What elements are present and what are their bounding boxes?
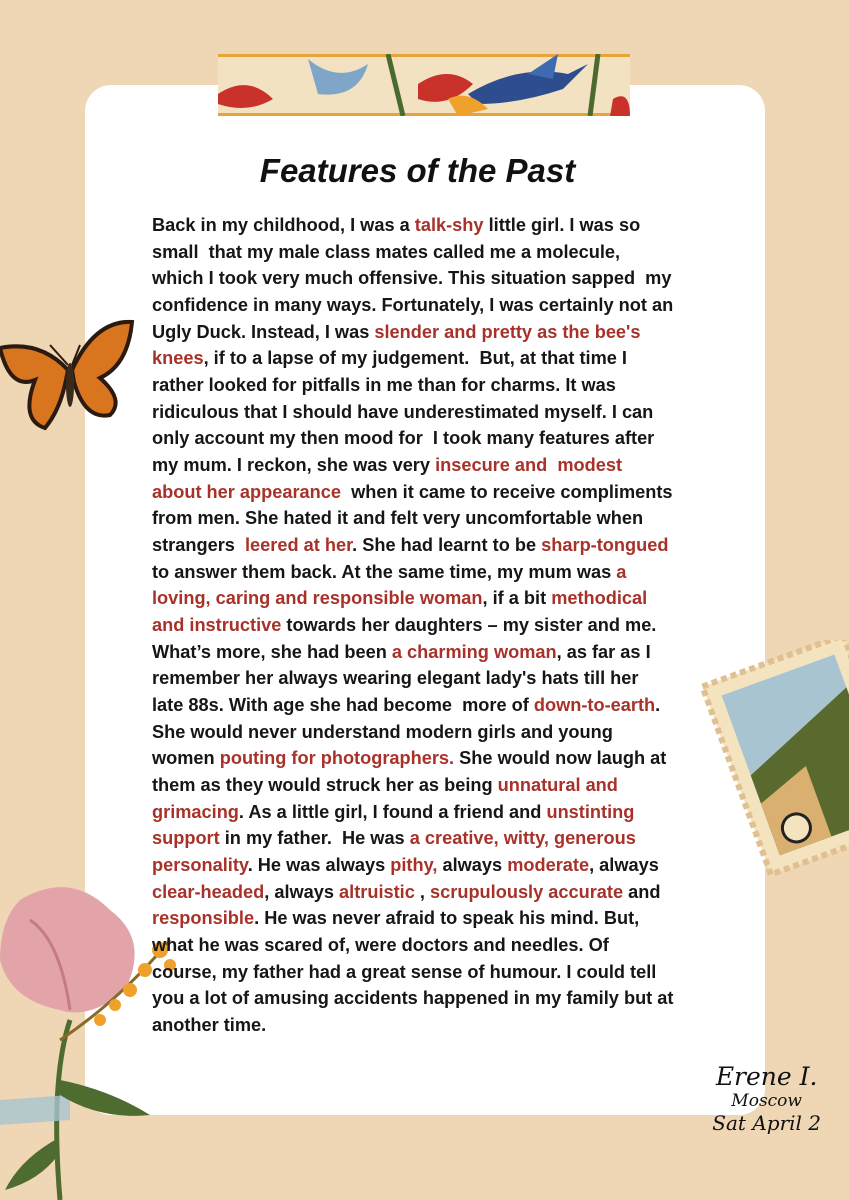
highlighted-phrase: down-to-earth [533,695,656,716]
text-line [152,212,752,239]
text-segment: late 88s. With age she had become more of [152,695,534,716]
text-line [152,559,752,586]
text-line [152,1012,752,1039]
text-segment: strangers [152,535,245,556]
highlighted-phrase: knees [152,348,204,369]
highlighted-phrase: a creative, witty, generous [409,828,636,849]
text-segment: , if to a lapse of my judgement. But, at that time I [203,348,627,369]
text-segment: from men. She hated it and felt very uncomfortable when [152,508,644,529]
text-segment: another time. [152,1015,267,1036]
text-line [152,772,752,799]
highlighted-phrase: talk-shy [414,215,484,235]
highlighted-phrase: unnatural and [497,775,618,796]
text-segment: them as they would struck her as being [152,775,498,796]
text-line [152,399,752,426]
text-segment: little girl. I was so [483,215,641,235]
text-line [152,799,752,826]
highlighted-phrase: support [152,828,220,849]
text-segment: towards her daughters – my sister and me. [281,615,657,636]
highlighted-phrase: unstinting [546,801,635,822]
text-segment: small that my male class mates called me a molecule, [152,241,621,262]
highlighted-phrase: methodical [551,588,648,609]
text-line [152,879,752,906]
text-segment: , always [589,855,659,876]
text-line [152,985,752,1012]
text-line [152,852,752,879]
highlighted-phrase: clear-headed [152,881,265,902]
highlighted-phrase: slender and pretty as the bee's [374,321,641,342]
text-segment: remember her always wearing elegant lady's hats till her [152,668,639,689]
highlighted-phrase: pouting for photographers. [219,748,455,769]
text-segment: confidence in many ways. Fortunately, I was certainly not an [152,295,674,316]
floral-tape-banner [218,54,630,116]
text-segment: in my father. He was [219,828,410,849]
text-line [152,959,752,986]
highlighted-phrase: and instructive [152,615,282,636]
text-segment: which I took very much offensive. This situation sapped my [152,268,672,289]
text-line [152,319,752,346]
highlighted-phrase: a charming woman [391,641,557,662]
text-segment: . As a little girl, I found a friend and [238,801,547,822]
highlighted-phrase: altruistic [339,881,415,902]
highlighted-phrase: personality [152,855,248,876]
text-segment: . [655,695,661,716]
text-segment: when it came to receive compliments [341,481,673,502]
text-segment: , [414,881,431,902]
text-line [152,905,752,932]
text-line [152,265,752,292]
signature-city: Moscow [731,1091,802,1111]
highlighted-phrase: scrupulously accurate [430,881,624,902]
text-segment: course, my father had a great sense of humour. I could tell [152,961,657,982]
text-segment: always [437,855,508,876]
text-segment: and [623,881,661,902]
text-line [152,719,752,746]
text-line [152,292,752,319]
highlighted-phrase: insecure and modest [435,455,623,476]
text-segment: , as far as I [556,641,651,662]
text-segment: , always [264,881,340,902]
text-line [152,505,752,532]
text-segment: ridiculous that I should have underestimated myself. I can [152,401,654,422]
text-line [152,639,752,666]
text-segment: . He was never afraid to speak his mind. But, [254,908,640,929]
signature [712,1062,821,1135]
text-segment: What’s more, she had been [152,641,392,662]
text-line [152,345,752,372]
text-line [152,585,752,612]
text-line [152,532,752,559]
text-segment: She would now laugh at [454,748,667,769]
text-segment: Ugly Duck. Instead, I was [152,321,375,342]
text-segment: only account my then mood for I took many features after [152,428,655,449]
text-segment: what he was scared of, were doctors and needles. Of [152,935,609,956]
highlighted-phrase: moderate [507,855,590,876]
text-line [152,372,752,399]
text-line [152,239,752,266]
highlighted-phrase: leered at her [245,535,353,556]
highlighted-phrase: loving, caring and responsible woman [152,588,483,609]
text-segment: you a lot of amusing accidents happened in my family but at [152,988,674,1009]
highlighted-phrase: a [616,561,627,582]
text-line [152,425,752,452]
text-segment: . She had learnt to be [352,535,542,556]
text-segment: my mum. I reckon, she was very [152,455,436,476]
highlighted-phrase: pithy, [390,855,438,876]
text-segment: Back in my childhood, I was a [152,215,415,235]
text-line [152,479,752,506]
text-segment: , if a bit [482,588,552,609]
text-line [152,932,752,959]
highlighted-phrase: about her appearance [152,481,342,502]
text-line [152,825,752,852]
text-line [152,612,752,639]
text-segment: women [152,748,220,769]
text-line [152,745,752,772]
highlighted-phrase: grimacing [152,801,239,822]
text-segment: rather looked for pitfalls in me than for charms. It was [152,375,616,396]
text-segment: to answer them back. At the same time, my mum was [152,561,617,582]
butterfly-icon [0,310,140,435]
text-line [152,452,752,479]
text-segment: She would never understand modern girls and young [152,721,613,742]
text-line [152,665,752,692]
highlighted-phrase: responsible [152,908,255,929]
highlighted-phrase: sharp-tongued [541,535,669,556]
text-segment: . He was always [247,855,391,876]
text-line [152,692,752,719]
signature-name: Erene I. [715,1062,818,1091]
page-title: Features of the Past [259,152,576,189]
signature-date: Sat April 2 [712,1111,821,1135]
story-text [152,212,752,1039]
